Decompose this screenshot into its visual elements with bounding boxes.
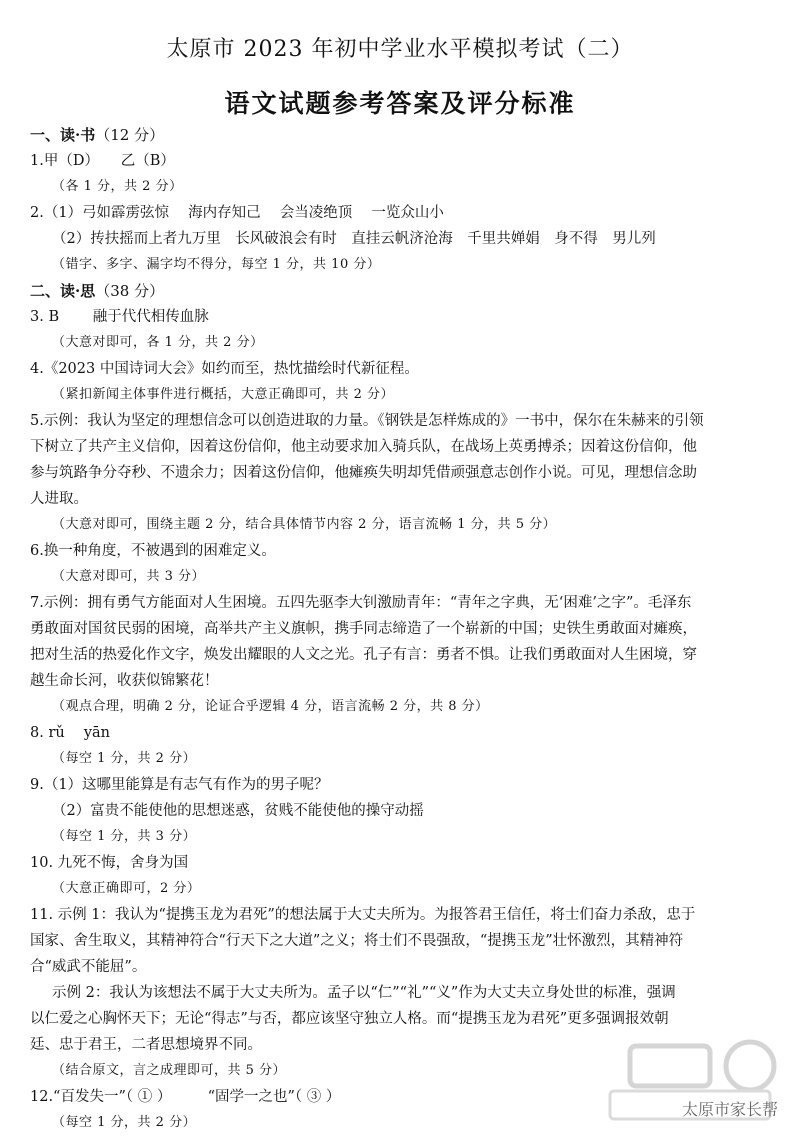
answer-line: 12.“百发失一”（ ① ） “固学一之也”（ ③ ） [30,1089,341,1105]
answer-line: 人进取。 [30,491,88,507]
answer-key-title: 语文试题参考答案及评分标准 [224,89,576,118]
scoring-note: （大意正确即可，2 分） [52,881,201,896]
section-heading [30,122,780,148]
answer-line: 把对生活的热爱化作文字，焕发出耀眼的人文之光。孔子有言：勇者不惧。让我们勇敢面对人生困境，穿 [30,647,697,663]
answer-line: （2）抟扶摇而上者九万里 长风破浪会有时 直挂云帆济沧海 千里共婵娟 身不得 男儿列 [52,231,656,247]
answer-line: 勇敢面对国贫民弱的困境，高举共产主义旗帜，携手同志缔造了一个崭新的中国；史铁生勇敢面对瘫痪， [30,621,697,637]
scoring-note: （各 1 分，共 2 分） [52,179,183,194]
answer-line: 国家、舍生取义，其精神符合“行天下之大道”之义；将士们不畏强敌，“提携玉龙”壮怀激烈，其精神符 [30,933,684,949]
section-heading-label: 二、读·思 [30,282,96,300]
answer-line: 参与筑路争分夺秒、不遗余力；因着这份信仰，他瘫痪失明却凭借顽强意志创作小说。可见，理想信念助 [30,465,697,481]
scoring-note: （错字、多字、漏字均不得分，每空 1 分，共 10 分） [52,257,381,272]
exam-title: 太原市 2023 年初中学业水平模拟考试（二） [166,37,634,62]
answer-line: 10. 九死不悔，舍身为国 [30,855,189,871]
answer-line: 2.（1）弓如霹雳弦惊 海内存知己 会当凌绝顶 一览众山小 [30,205,444,221]
answer-line: 6.换一种角度，不被遇到的困难定义。 [30,543,276,559]
scoring-note: （每空 1 分，共 2 分） [52,751,197,766]
answer-line: 越生命长河，收获似锦繁花！ [30,673,219,689]
answer-line: 5.示例：我认为坚定的理想信念可以创造进取的力量。《钢铁是怎样炼成的》一书中，保尔在朱赫来的引领 [30,413,704,429]
answer-content [30,122,780,1136]
section-heading [30,278,780,304]
scoring-note: （观点合理，明确 2 分，论证合乎逻辑 4 分，语言流畅 2 分，共 8 分） [52,699,489,714]
scoring-note: （结合原文，言之成理即可，共 5 分） [52,1063,287,1078]
answer-line: （2）富贵不能使他的思想迷惑，贫贱不能使他的操守动摇 [52,803,424,819]
scoring-note: （大意对即可，各 1 分，共 2 分） [52,335,264,350]
answer-line: 下树立了共产主义信仰，因着这份信仰，他主动要求加入骑兵队，在战场上英勇搏杀；因着这份信仰，他 [30,439,697,455]
answer-line: 4.《2023 中国诗词大会》如约而至，热忱描绘时代新征程。 [30,361,419,377]
answer-line: 7.示例：拥有勇气方能面对人生困境。五四先驱李大钊激励青年：“青年之字典，无‘困难’之字”。毛泽东 [30,595,692,611]
scoring-note: （每空 1 分，共 3 分） [52,829,197,844]
section-heading-score: （38 分） [95,282,165,300]
answer-line: 9.（1）这哪里能算是有志气有作为的男子呢？ [30,777,329,793]
scoring-note: （大意对即可，围绕主题 2 分，结合具体情节内容 2 分，语言流畅 1 分，共 5 分） [52,517,557,532]
answer-line: 3. B 融于代代相传血脉 [30,309,209,325]
answer-line: 以仁爱之心胸怀天下；无论“得志”与否，都应该坚守独立人格。而“提携玉龙为君死”更多强调报效朝 [30,1011,669,1027]
answer-line: 示例 2：我认为该想法不属于大丈夫所为。孟子以“仁”“礼”“义”作为大丈夫立身处世的标准，强调 [52,985,676,1001]
watermark-text: 太原市家长帮 [681,1100,778,1119]
scoring-note: （大意对即可，共 3 分） [52,569,206,584]
answer-line: 廷、忠于君王，二者思想境界不同。 [30,1037,262,1053]
answer-line: 合“威武不能屈”。 [30,959,147,975]
answer-line: 11. 示例 1：我认为“提携玉龙为君死”的想法属于大丈夫所为。为报答君王信任，将士们奋力杀敌，忠于 [30,907,696,923]
answer-line: 1.甲（D） 乙（B） [30,153,175,169]
answer-line: 8. rǔ yān [30,725,110,741]
scoring-note: （紧扣新闻主体事件进行概括，大意正确即可，共 2 分） [52,387,395,402]
section-heading-label: 一、读·书 [30,126,96,144]
section-heading-score: （12 分） [95,126,165,144]
scoring-note: （每空 1 分，共 2 分） [52,1115,197,1130]
